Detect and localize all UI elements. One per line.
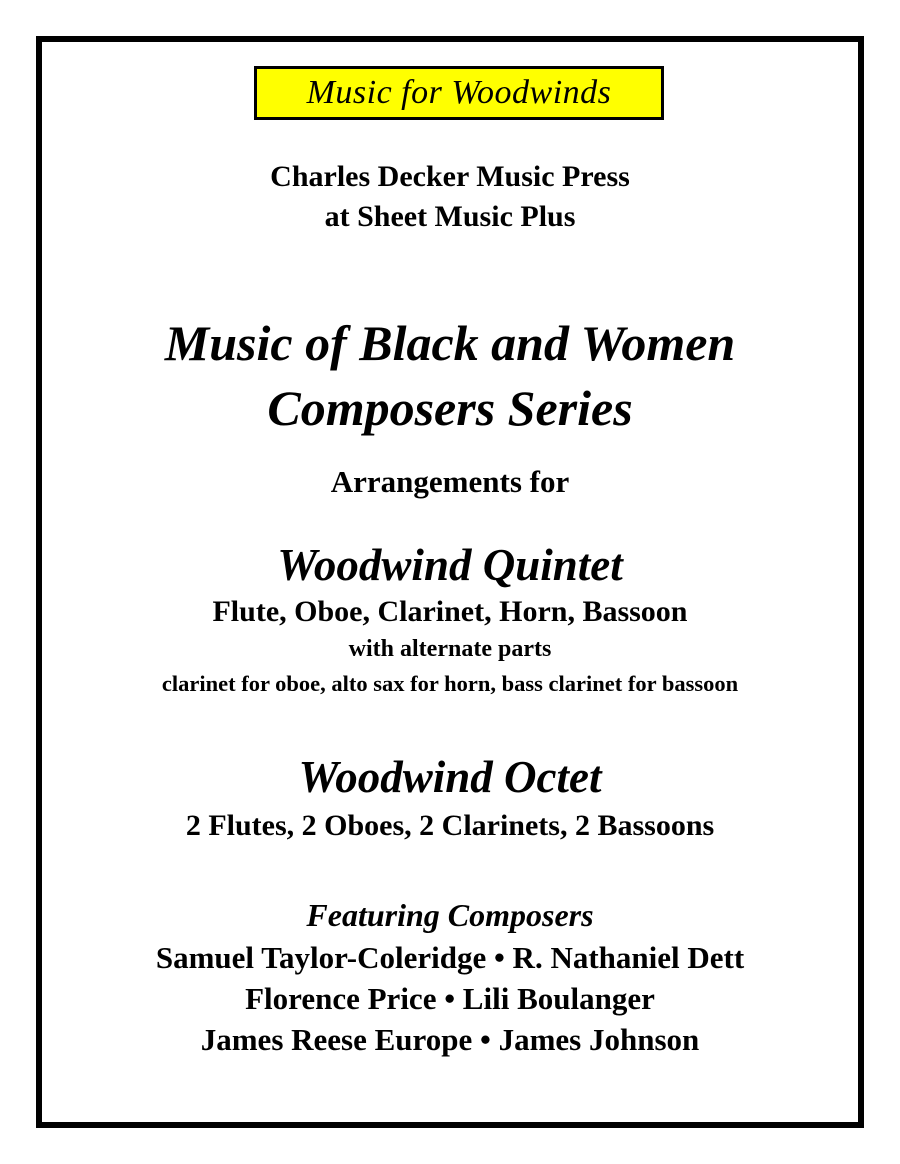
banner-title: Music for Woodwinds (306, 74, 612, 111)
quintet-instruments: Flute, Oboe, Clarinet, Horn, Bassoon (212, 595, 688, 628)
series-title-line1: Music of Black and Women (164, 315, 736, 371)
quintet-title: Woodwind Quintet (277, 540, 623, 590)
quintet-alternate-detail: clarinet for oboe, alto sax for horn, bass clarinet for bassoon (161, 671, 739, 696)
octet-instruments: 2 Flutes, 2 Oboes, 2 Clarinets, 2 Bassoons (185, 809, 715, 842)
composers-line3: James Reese Europe • James Johnson (200, 1022, 700, 1057)
quintet-alternate-label: with alternate parts (348, 636, 552, 662)
publisher-name: Charles Decker Music Press (270, 160, 630, 193)
banner-box (254, 66, 664, 120)
series-title-line2: Composers Series (267, 380, 633, 436)
composers-line1: Samuel Taylor-Coleridge • R. Nathaniel Dett (155, 940, 745, 975)
arrangements-label: Arrangements for (330, 464, 570, 499)
publisher-location: at Sheet Music Plus (324, 200, 576, 233)
octet-title: Woodwind Octet (298, 752, 602, 802)
featuring-label: Featuring Composers (306, 897, 594, 933)
composers-line2: Florence Price • Lili Boulanger (245, 981, 655, 1016)
